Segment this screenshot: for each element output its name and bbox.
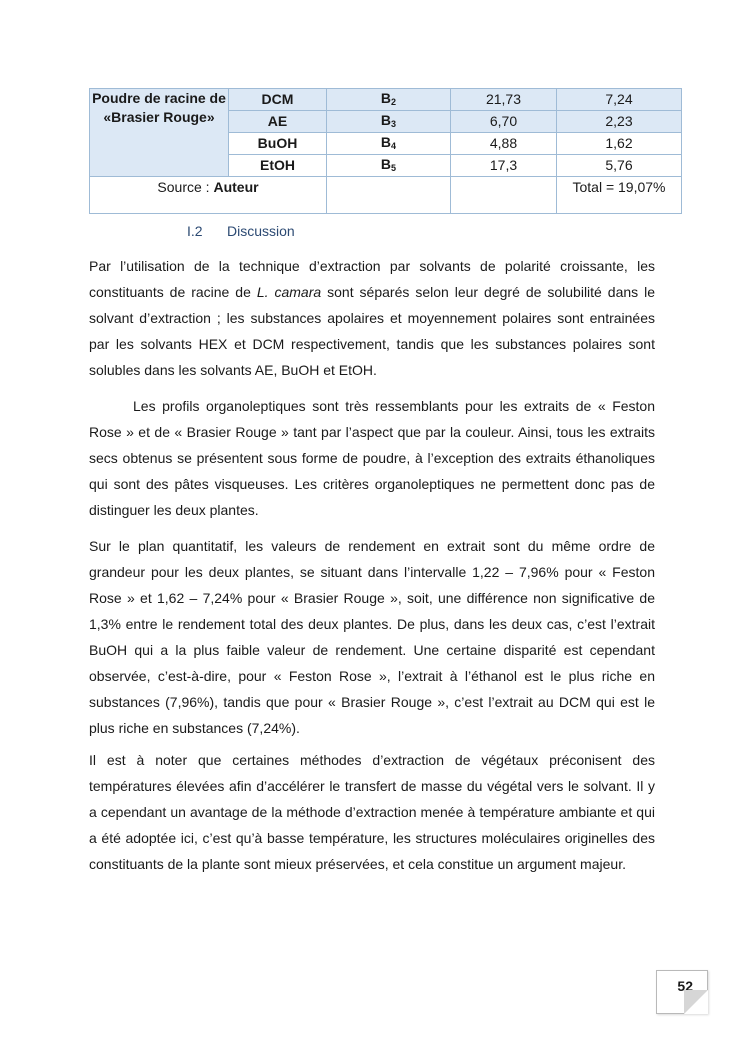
solvent-cell: BuOH: [229, 133, 327, 155]
extract-code-cell: $B_2$: [327, 89, 451, 111]
section-title: Discussion: [227, 223, 295, 239]
page-number-box: [656, 970, 708, 1014]
solvent-cell: DCM: [229, 89, 327, 111]
source-cell: Source : Auteur: [90, 177, 327, 214]
paragraph: Par l’utilisation de la technique d’extraction par solvants de polarité croissante, les constituants de racine de L. camara sont séparés selon leur degré de solubilité dans le solvant d’extraction ; les substances apolaires et moyennement polaires sont entrainées par les solvants HEX et DCM respectivement, tandis que les substances polaires sont solubles dans les solvants AE, BuOH et EtOH.: [89, 258, 656, 378]
paragraph: Il est à noter que certaines méthodes d’extraction de végétaux préconisent des températures élevées afin d’accélérer le transfert de masse du végétal vers le solvant. Il y a cependant un avantage de la méthode d’extraction menée à température ambiante et qui a été adoptée ici, c’est qu’à basse température, les structures moléculaires originelles des constituants de la plante sont mieux préservées, et cela constitue un argument majeur.: [89, 752, 655, 872]
mass-cell: 17,3: [451, 155, 557, 177]
paragraph: Sur le plan quantitatif, les valeurs de rendement en extrait sont du même ordre de grandeur pour les deux plantes, se situant dans l’intervalle 1,22 – 7,96% pour « Feston Rose » et 1,62 – 7,24% pour « Brasier Rouge », soit, une différence non significative de 1,3% entre le rendement total des deux plantes. De plus, dans les deux cas, c’est l’extrait BuOH qui a la plus faible valeur de rendement. Une certaine disparité est cependant observée, c’est-à-dire, pour « Feston Rose », l’extrait à l’éthanol est le plus riche en substances (7,96%), tandis que pour « Brasier Rouge », c’est l’extrait au DCM qui est le plus riche en substances (7,24%).: [89, 538, 655, 736]
extract-code-cell: $B_4$: [327, 133, 451, 155]
table-footer-row: [90, 177, 682, 214]
page-curl-icon: [684, 990, 708, 1014]
solvent-cell: AE: [229, 111, 327, 133]
mass-cell: 4,88: [451, 133, 557, 155]
section-heading: [187, 223, 295, 239]
page-number: 52: [677, 978, 693, 994]
empty-cell: [451, 177, 557, 214]
solvent-cell: EtOH: [229, 155, 327, 177]
empty-cell: [327, 177, 451, 214]
yield-cell: 7,24: [557, 89, 682, 111]
yield-cell: 2,23: [557, 111, 682, 133]
extract-code-cell: $B_3$: [327, 111, 451, 133]
group-label-cell: Poudre de racine de «Brasier Rouge»: [90, 89, 229, 177]
mass-cell: 6,70: [451, 111, 557, 133]
total-cell: Total = 19,07%: [557, 177, 682, 214]
yield-cell: 1,62: [557, 133, 682, 155]
results-table: [89, 88, 682, 214]
yield-cell: 5,76: [557, 155, 682, 177]
extract-code-cell: $B_5$: [327, 155, 451, 177]
species-name: L. camara: [256, 284, 322, 300]
paragraph: Les profils organoleptiques sont très ressemblants pour les extraits de « Feston Rose » et de « Brasier Rouge » tant par l’aspect que par la couleur. Ainsi, tous les extraits secs obtenus se présentent sous forme de poudre, à l’exception des extraits éthanoliques qui sont des pâtes visqueuses. Les critères organoleptiques ne permettent donc pas de distinguer les deux plantes.: [89, 398, 655, 518]
mass-cell: 21,73: [451, 89, 557, 111]
table-row: [90, 89, 682, 111]
section-number: I.2: [187, 223, 203, 239]
